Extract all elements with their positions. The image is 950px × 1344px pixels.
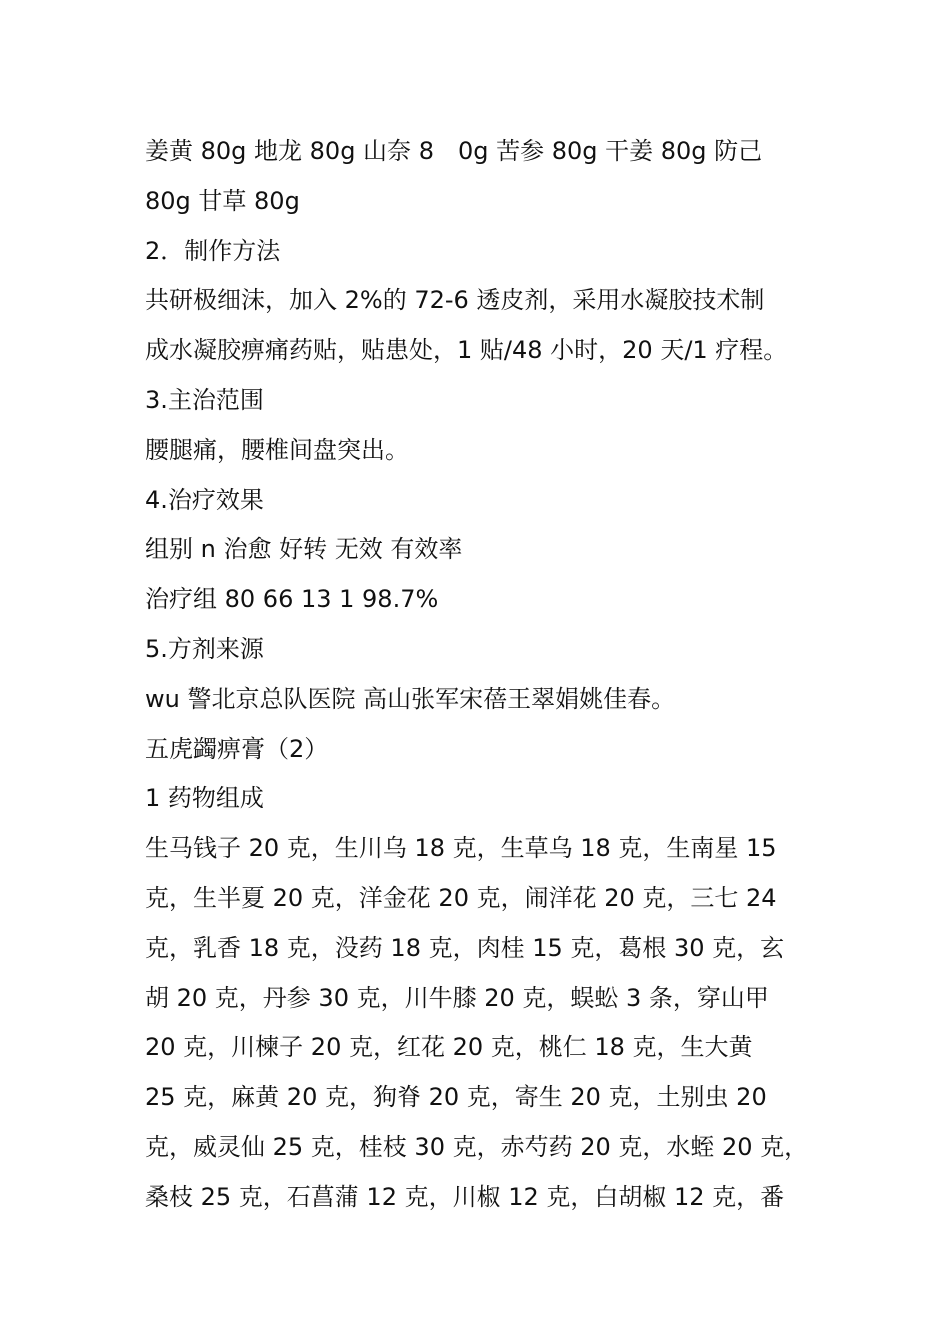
indications-text: 腰腿痛，腰椎间盘突出。 [145, 435, 409, 464]
section-heading-indications: 3.主治范围 [145, 385, 264, 414]
source-text: wu 警北京总队医院 高山张军宋蓓王翠娟姚佳春。 [145, 684, 676, 713]
method-line-1: 共研极细沫，加入 2%的 72-6 透皮剂，采用水凝胶技术制 [145, 286, 765, 315]
results-header-row: 组别 n 治愈 好转 无效 有效率 [145, 535, 463, 564]
composition-line-7: 克，威灵仙 25 克，桂枝 30 克，赤芍药 20 克，水蛭 20 克， [145, 1132, 809, 1161]
results-data-row: 治疗组 80 66 13 1 98.7% [145, 585, 439, 614]
ingredient-line-2: 80g 甘草 80g [145, 186, 300, 215]
composition-line-1: 生马钱子 20 克，生川乌 18 克，生草乌 18 克，生南星 15 [145, 834, 777, 863]
composition-line-3: 克，乳香 18 克，没药 18 克，肉桂 15 克，葛根 30 克，玄 [145, 933, 785, 962]
document-body [145, 127, 815, 1223]
method-line-2: 成水凝胶痹痛药贴，贴患处，1 贴/48 小时，20 天/1 疗程。 [145, 336, 788, 365]
formula-title: 五虎蠲痹膏（2） [145, 734, 329, 763]
section-heading-results: 4.治疗效果 [145, 485, 264, 514]
section-heading-method: 2．制作方法 [145, 236, 281, 265]
composition-line-6: 25 克，麻黄 20 克，狗脊 20 克，寄生 20 克，土别虫 20 [145, 1083, 767, 1112]
composition-line-8: 桑枝 25 克，石菖蒲 12 克，川椒 12 克，白胡椒 12 克，番 [145, 1182, 785, 1211]
section-heading-composition: 1 药物组成 [145, 784, 264, 813]
ingredient-line-1: 姜黄 80g 地龙 80g 山奈 8 0g 苦参 80g 干姜 80g 防己 [145, 137, 763, 165]
composition-line-4: 胡 20 克，丹参 30 克，川牛膝 20 克，蜈蚣 3 条，穿山甲 [145, 983, 769, 1012]
composition-line-5: 20 克，川楝子 20 克，红花 20 克，桃仁 18 克，生大黄 [145, 1033, 753, 1062]
composition-line-2: 克，生半夏 20 克，洋金花 20 克，闹洋花 20 克，三七 24 [145, 883, 777, 912]
section-heading-source: 5.方剂来源 [145, 634, 264, 663]
